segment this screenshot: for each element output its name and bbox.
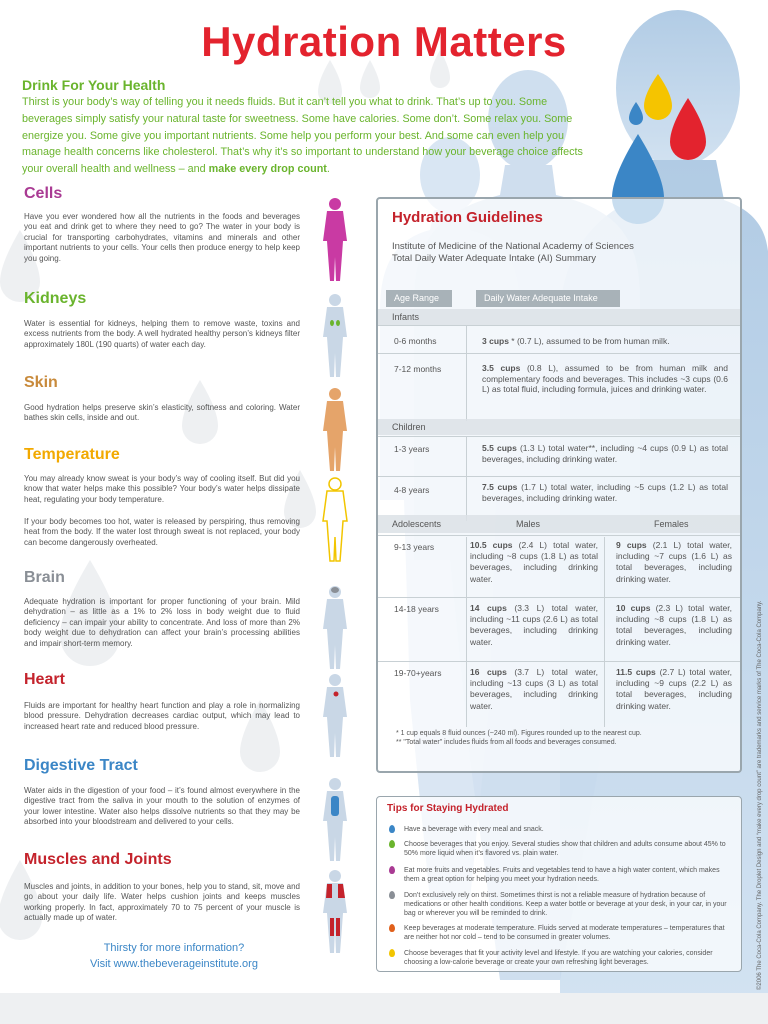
intro-emphasis: make every drop count [208, 163, 327, 176]
tip-droplet-icon [389, 949, 395, 957]
table-row [378, 476, 740, 519]
table-row [378, 436, 740, 476]
table-row [378, 535, 740, 597]
row-males-text: (3.3 L) total water, including ~11 cups (2.6 L) as total beverages, including drinking water. [470, 603, 598, 647]
intro-end: . [326, 163, 330, 176]
hydration-guidelines-panel [376, 197, 742, 773]
tip-item: Have a beverage with every meal and snack. [404, 826, 544, 833]
body-figure-skin-icon [323, 388, 347, 471]
section-title-temperature: Temperature [24, 446, 120, 463]
page-title: Hydration Matters [201, 18, 567, 65]
section-title-heart: Heart [24, 671, 65, 688]
row-females-text: (2.3 L) total water, including ~8 cups (1.8 L) as total beverages, including drinking water. [616, 603, 732, 647]
row-age: 1-3 years [394, 444, 430, 454]
tip-item: Don’t exclusively rely on thirst. Sometimes thirst is not a reliable measure of hydration because of medications or other health conditions. Keep a water bottle or beverage at your desk, in your car, in your bag or wherever you will be reminded to drink. [404, 892, 727, 917]
row-males-bold: 14 cups [470, 603, 507, 613]
section-title-skin: Skin [24, 374, 58, 391]
guidelines-source-line-2: Total Daily Water Adequate Intake (AI) Summary [392, 253, 596, 264]
section-text-cells: Have you ever wondered how all the nutrients in the foods and beverages you eat and drink get to where they need to go? The water in your body is crucial for transporting carbohydrates, vitamins and minerals and other important nutrients to your cells. Your cells then produce energy to help keep you going. [24, 212, 300, 263]
row-intake-bold: 5.5 cups [482, 443, 517, 453]
row-males [470, 667, 598, 712]
section-text-heart: Fluids are important for healthy heart function and play a role in normalizing blood pressure. Dehydration decreases cardiac output, which may lead to increased heart rate and reduced blood pressure. [24, 701, 300, 731]
intro-paragraph [22, 94, 594, 178]
table-row [378, 597, 740, 661]
row-intake-bold: 3 cups [482, 336, 509, 346]
section-title-digestive-tract: Digestive Tract [24, 757, 138, 774]
row-males-bold: 10.5 cups [470, 540, 513, 550]
band-adolescents [378, 515, 740, 533]
row-females-bold: 9 cups [616, 540, 647, 550]
row-intake-bold: 7.5 cups [482, 482, 518, 492]
row-intake-text: * (0.7 L), assumed to be from human milk. [508, 336, 670, 346]
column-header-age: Age Range [386, 290, 452, 307]
body-figure-temperature-icon [323, 478, 347, 561]
tip-item: Choose beverages that you enjoy. Several studies show that children and adults consume about 45% to 50% more liquid when it’s flavored vs. plain water. [404, 841, 726, 857]
footer-note [24, 940, 324, 972]
row-intake [482, 336, 728, 347]
body-figure-muscles-icon [323, 870, 347, 953]
footer-line-1: Thirsty for more information? [103, 942, 245, 954]
section-text-kidneys: Water is essential for kidneys, helping them to remove waste, toxins and excess nutrients from the body. A well hydrated healthy person’s kidneys filter approximately 180L (190 quarts) of water each day. [24, 319, 300, 349]
row-females [616, 540, 732, 585]
intro-heading: Drink For Your Health [22, 77, 166, 93]
table-row [378, 353, 740, 421]
row-intake-text: (0.8 L), assumed to be from human milk and complementary foods and beverages. This includes ~3 cups (0.6 L) as total fluid, including formula, juices and drinking water. [482, 363, 728, 394]
footer-link[interactable]: Visit www.thebeverageinstitute.org [90, 958, 258, 970]
row-age: 4-8 years [394, 485, 430, 495]
row-females [616, 667, 732, 712]
row-females-bold: 10 cups [616, 603, 651, 613]
section-text-skin: Good hydration helps preserve skin’s elasticity, softness and coloring. Water bathes skin cells, inside and out. [24, 403, 300, 423]
section-text-muscles-joints: Muscles and joints, in addition to your bones, help you to stand, sit, move and go about your daily life. Water helps cushion joints and keeps muscles working properly. In fact, approximately 70 to 75 percent of your muscle is actually made up of water. [24, 882, 300, 923]
body-figures-column [318, 196, 352, 956]
intro-text: Thirst is your body’s way of telling you it needs fluids. But it can’t tell you what to drink. That’s up to you. Some beverages simply satisfy your natural taste for sweetness. Some have calories. Some don’t. Some relax you. Some energize you. Some give you important nutrients. Some help you perform your best. And some can even help you manage health concerns like cholesterol. That’s why it’s so important to understand how your beverage choice affects your overall health and wellness – and [22, 96, 583, 176]
row-females [616, 603, 732, 648]
row-age: 9-13 years [394, 542, 435, 552]
tip-item: Keep beverages at moderate temperature. Fluids served at moderate temperatures – temperatures that are neither hot nor cold – tend to be consumed in greater volumes. [404, 925, 725, 941]
section-text-temperature: You may already know sweat is your body’s way of cooling itself. But did you know that water helps make this possible? Your body’s water helps dissipate heat, regulating your body temperature. [24, 474, 300, 504]
tip-item: Eat more fruits and vegetables. Fruits and vegetables tend to have a high water content, which makes them a great option for helping you meet your hydration needs. [404, 867, 720, 883]
guidelines-source [392, 241, 732, 265]
tip-droplet-icon [389, 866, 395, 874]
females-label: Females [654, 519, 689, 529]
males-label: Males [516, 519, 541, 529]
row-intake-text: (1.7 L) total water, including ~5 cups (1.2 L) as total beverages, including drinking water. [482, 482, 728, 503]
row-males [470, 540, 598, 585]
row-males-bold: 16 cups [470, 667, 507, 677]
tip-droplet-icon [389, 891, 395, 899]
row-males [470, 603, 598, 648]
row-age: 19-70+years [394, 668, 442, 678]
band-infants: Infants [378, 309, 740, 325]
row-intake [482, 482, 728, 503]
body-figure-kidneys-icon [323, 294, 347, 377]
column-header-intake: Daily Water Adequate Intake [476, 290, 620, 307]
adolescents-label: Adolescents [392, 519, 442, 529]
tip-droplet-icon [389, 840, 395, 848]
section-title-kidneys: Kidneys [24, 290, 87, 307]
body-figure-heart-icon [323, 674, 347, 757]
guidelines-title: Hydration Guidelines [392, 209, 543, 226]
row-males-text: (3.7 L) total water, including ~13 cups (3 L) as total beverages, including drinking water. [470, 667, 598, 711]
section-text-temperature-2: If your body becomes too hot, water is released by perspiring, thus removing heat from the body. If the water lost through sweat is not replaced, your body can become dangerously overheated. [24, 517, 300, 547]
row-age: 7-12 months [394, 364, 442, 374]
footnote-2: ** "Total water" includes fluids from all foods and beverages consumed. [396, 739, 617, 746]
section-title-brain: Brain [24, 569, 65, 586]
bottom-strip [0, 993, 768, 1024]
row-intake-text: (1.3 L) total water**, including ~4 cups (0.9 L) as total beverages, including drinking water. [482, 443, 728, 464]
guidelines-footnotes [396, 729, 726, 747]
row-age: 0-6 months [394, 336, 437, 346]
tip-droplet-icon [389, 825, 395, 833]
body-figure-digestive-icon [323, 778, 347, 861]
guidelines-source-line-1: Institute of Medicine of the National Academy of Sciences [392, 241, 634, 252]
row-females-bold: 11.5 cups [616, 667, 656, 677]
table-row [378, 661, 740, 725]
table-row [378, 325, 740, 353]
copyright-notice: ©2006 The Coca-Cola Company. The Droplet Design and “make every drop count” are trademarks and service marks of The Coca-Cola Company. [757, 600, 763, 990]
row-intake-bold: 3.5 cups [482, 363, 521, 373]
footnote-1: * 1 cup equals 8 fluid ounces (~240 ml). Figures rounded up to the nearest cup. [396, 730, 642, 737]
row-intake [482, 443, 728, 464]
tip-item: Choose beverages that fit your activity level and lifestyle. If you are watching your calories, consider choosing a low-calorie beverage or create your own refreshing light beverages. [404, 950, 713, 966]
row-females-text: (2.7 L) total water, including ~9 cups (2.2 L) as total beverages, including drinking water. [616, 667, 732, 711]
row-females-text: (2.1 L) total water, including ~7 cups (1.6 L) as total beverages, including drinking water. [616, 540, 732, 584]
tip-droplet-icon [389, 924, 395, 932]
body-figure-cells-icon [323, 198, 347, 281]
row-males-text: (2.4 L) total water, including ~8 cups (1.8 L) as total beverages, including drinking water. [470, 540, 598, 584]
section-text-digestive-tract: Water aids in the digestion of your food – it’s found almost everywhere in the digestive tract from the saliva in your mouth to the solution of enzymes of your lower intestine. Water also helps dissolve nutrients so that they may be absorbed into your bloodstream and delivered to your cells. [24, 786, 300, 827]
tips-title: Tips for Staying Hydrated [387, 803, 509, 814]
section-text-brain: Adequate hydration is important for proper functioning of your brain. Mild dehydration – as little as a 1% to 2% loss in body weight due to fluid deficiency – can impair your ability to concentrate. And loss of more than 2% body weight due to dehydration can affect your brain’s processing abilities and impair short-term memory. [24, 597, 300, 648]
tips-panel [376, 796, 742, 972]
band-children: Children [378, 419, 740, 435]
row-intake [482, 363, 728, 395]
body-figure-brain-icon [323, 586, 347, 669]
section-title-muscles-joints: Muscles and Joints [24, 851, 172, 868]
row-age: 14-18 years [394, 604, 439, 614]
section-title-cells: Cells [24, 185, 63, 202]
